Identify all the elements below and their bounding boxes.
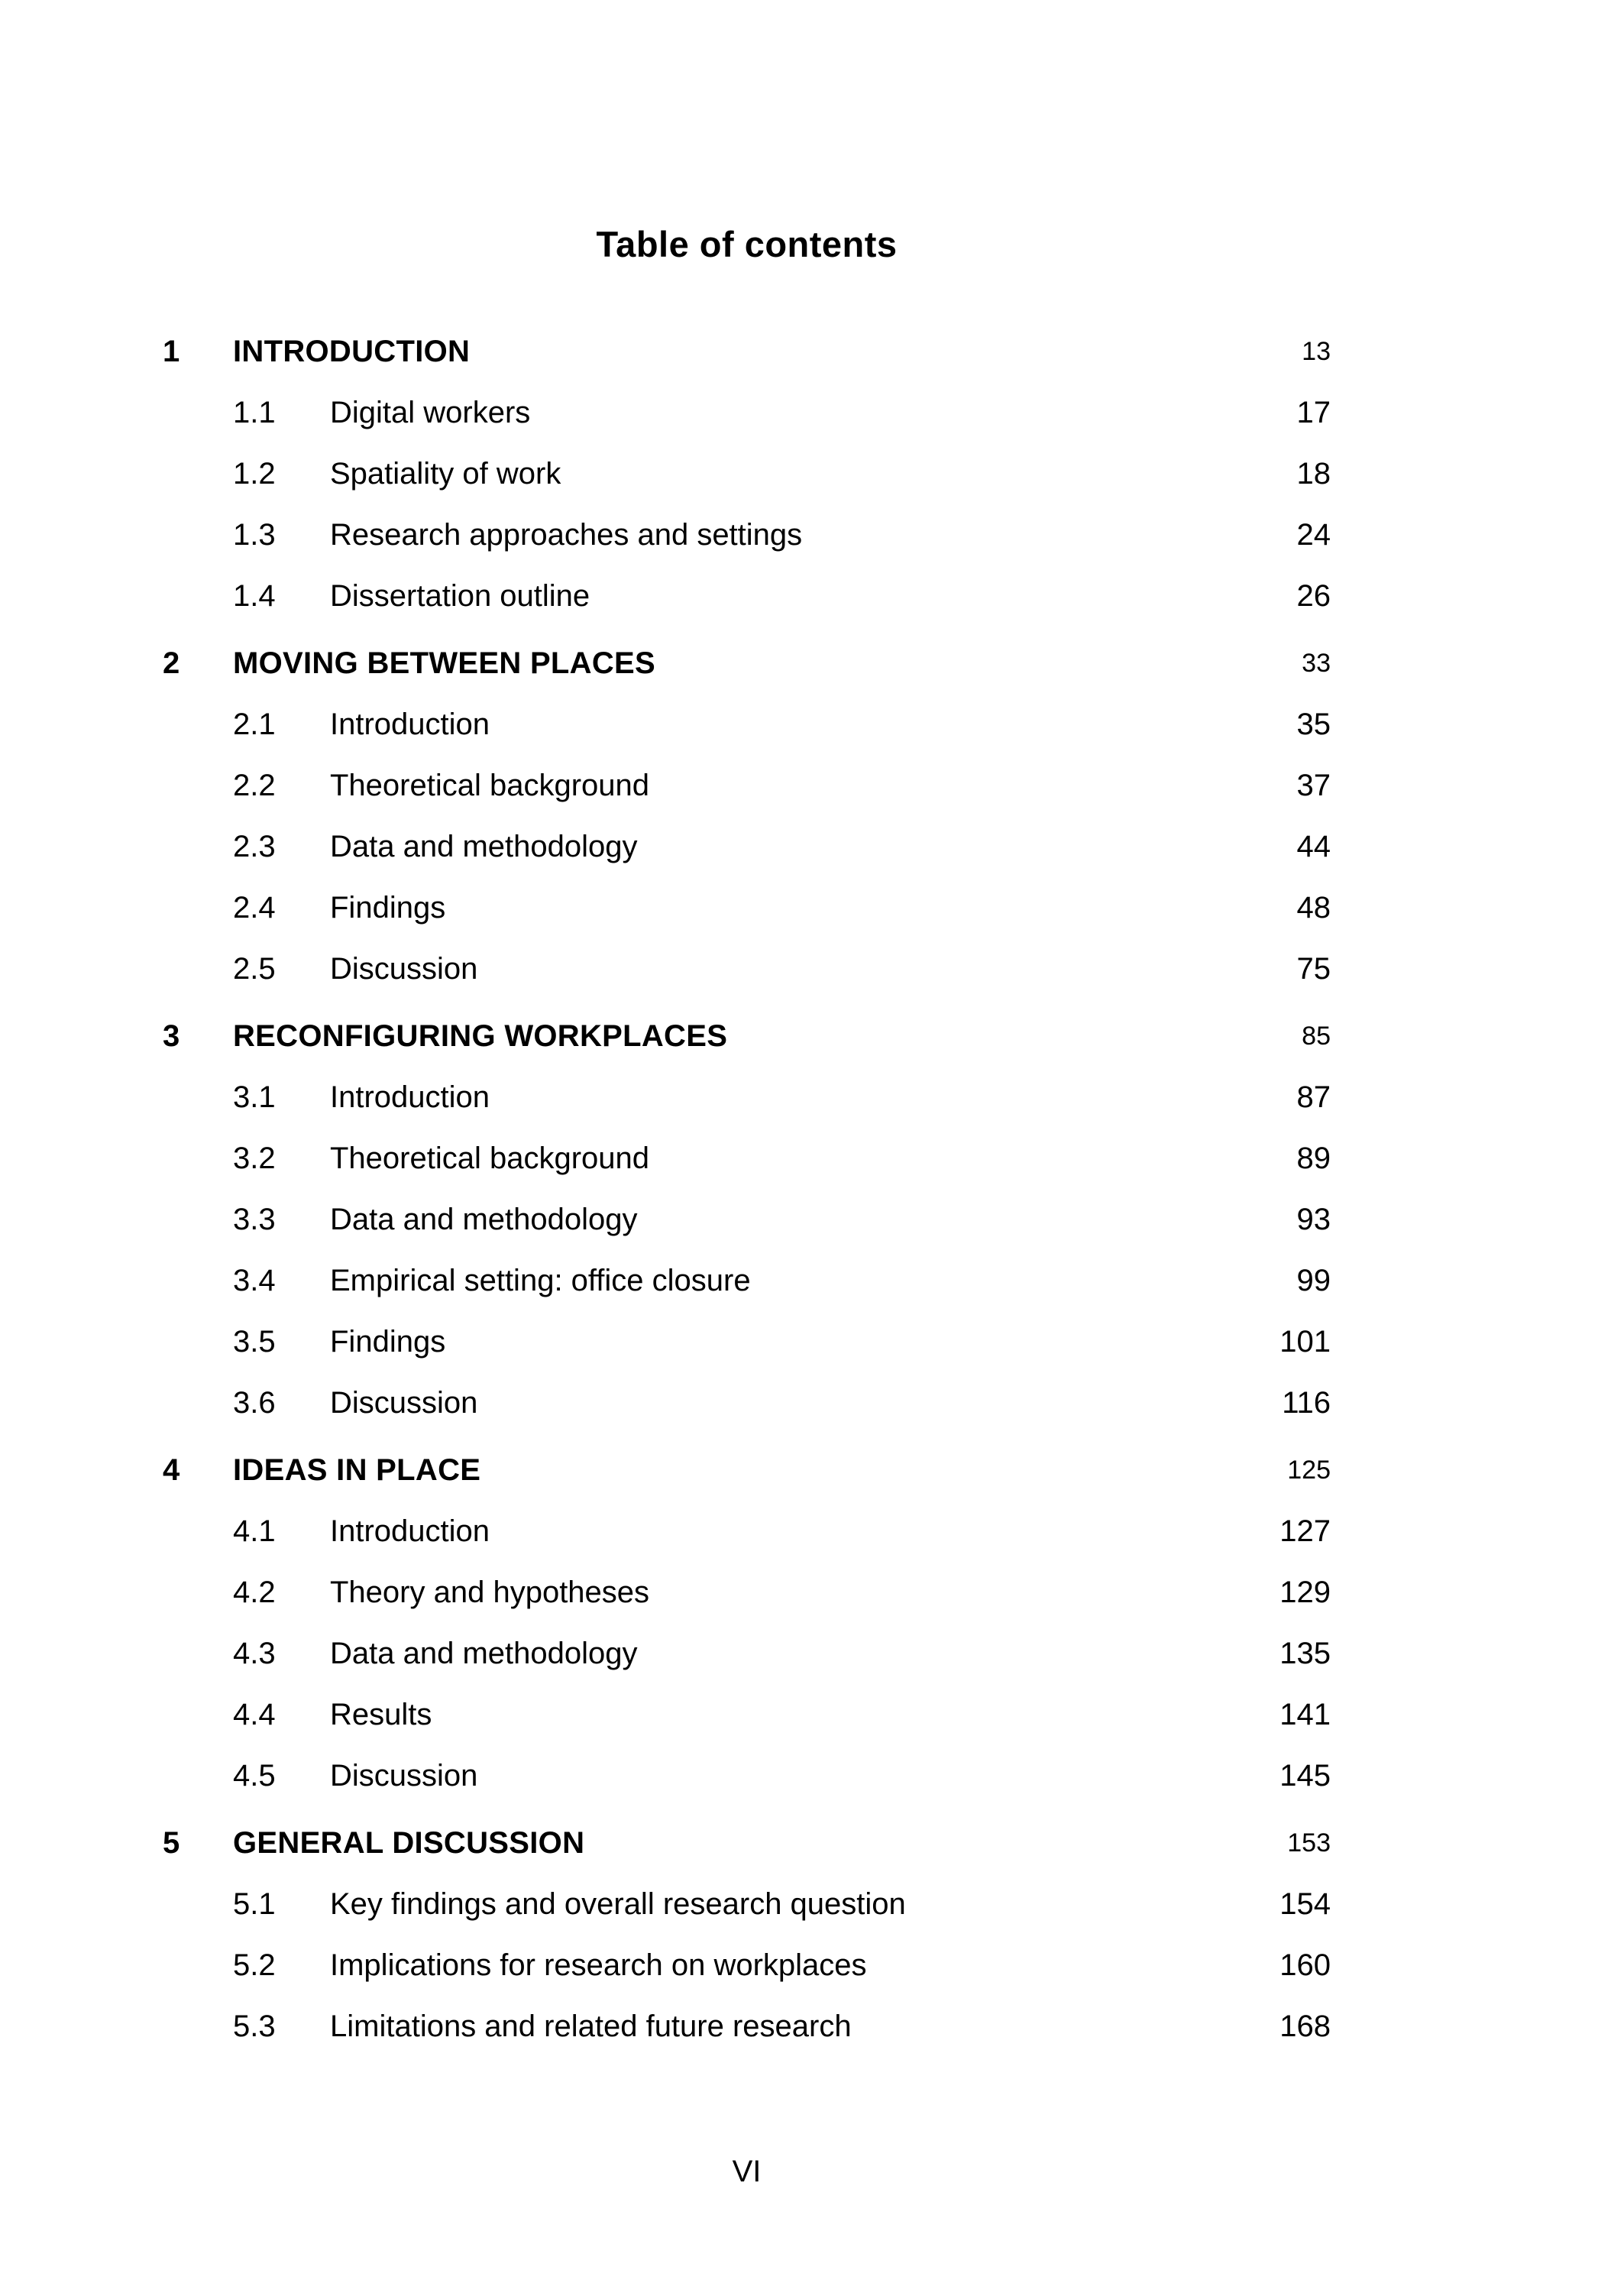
toc-section-row (163, 1874, 1331, 1935)
section-page-number: 37 (1296, 768, 1331, 802)
section-page-number: 24 (1296, 517, 1331, 552)
section-page-number: 87 (1296, 1080, 1331, 1114)
section-page-number: 145 (1279, 1758, 1331, 1793)
toc-chapter-row (163, 321, 1331, 382)
toc-section-row (163, 1250, 1331, 1311)
section-page-number: 127 (1279, 1514, 1331, 1548)
toc-section-row (163, 1311, 1331, 1372)
section-number: 1.2 (233, 456, 276, 491)
section-page-number: 160 (1279, 1948, 1331, 1982)
section-title: Research approaches and settings (330, 517, 803, 552)
toc-section-row (163, 1684, 1331, 1745)
toc-section-row (163, 382, 1331, 443)
section-title: Limitations and related future research (330, 2009, 852, 2043)
toc-section-row (163, 1128, 1331, 1189)
toc-chapter-row (163, 1440, 1331, 1501)
chapter-number: 4 (163, 1453, 180, 1487)
chapter-title: RECONFIGURING WORKPLACES (233, 1019, 728, 1053)
section-title: Data and methodology (330, 1202, 638, 1236)
section-page-number: 116 (1282, 1385, 1331, 1420)
section-title: Digital workers (330, 395, 531, 429)
chapter-number: 3 (163, 1019, 180, 1053)
section-page-number: 35 (1296, 707, 1331, 741)
section-page-number: 48 (1296, 890, 1331, 925)
section-title: Findings (330, 1324, 446, 1359)
toc-section-row (163, 816, 1331, 877)
section-number: 2.2 (233, 768, 276, 802)
section-title: Empirical setting: office closure (330, 1263, 751, 1297)
section-title: Data and methodology (330, 1636, 638, 1670)
section-title: Theoretical background (330, 768, 650, 802)
section-title: Dissertation outline (330, 578, 590, 613)
toc-section-row (163, 938, 1331, 999)
section-number: 1.1 (233, 395, 276, 429)
section-number: 5.2 (233, 1948, 276, 1982)
section-number: 3.3 (233, 1202, 276, 1236)
section-page-number: 44 (1296, 829, 1331, 863)
section-number: 4.5 (233, 1758, 276, 1793)
section-number: 4.3 (233, 1636, 276, 1670)
section-title: Discussion (330, 951, 478, 986)
toc-section-row (163, 1372, 1331, 1433)
section-page-number: 75 (1296, 951, 1331, 986)
section-number: 2.3 (233, 829, 276, 863)
section-page-number: 141 (1279, 1697, 1331, 1731)
section-title: Data and methodology (330, 829, 638, 863)
section-page-number: 154 (1279, 1887, 1331, 1921)
toc-section-row (163, 1745, 1331, 1806)
section-page-number: 101 (1279, 1324, 1331, 1359)
section-number: 2.5 (233, 951, 276, 986)
section-number: 1.3 (233, 517, 276, 552)
chapter-page-number: 33 (1302, 648, 1331, 678)
section-number: 5.3 (233, 2009, 276, 2043)
chapter-page-number: 125 (1287, 1455, 1331, 1485)
toc-chapter-row (163, 1006, 1331, 1067)
toc-section-row (163, 1189, 1331, 1250)
section-number: 4.2 (233, 1575, 276, 1609)
section-page-number: 129 (1279, 1575, 1331, 1609)
toc-section-row (163, 1562, 1331, 1623)
section-title: Discussion (330, 1758, 478, 1793)
section-page-number: 99 (1296, 1263, 1331, 1297)
toc-section-row (163, 443, 1331, 504)
toc-section-row (163, 877, 1331, 938)
section-title: Findings (330, 890, 446, 925)
section-number: 3.6 (233, 1385, 276, 1420)
chapter-number: 1 (163, 334, 180, 368)
section-title: Discussion (330, 1385, 478, 1420)
section-number: 3.4 (233, 1263, 276, 1297)
toc-chapter-row (163, 633, 1331, 694)
section-number: 2.1 (233, 707, 276, 741)
section-title: Theoretical background (330, 1141, 650, 1175)
section-page-number: 135 (1279, 1636, 1331, 1670)
section-number: 2.4 (233, 890, 276, 925)
section-number: 5.1 (233, 1887, 276, 1921)
section-title: Key findings and overall research question (330, 1887, 906, 1921)
section-page-number: 93 (1296, 1202, 1331, 1236)
section-title: Results (330, 1697, 432, 1731)
chapter-title: GENERAL DISCUSSION (233, 1825, 585, 1860)
toc-section-row (163, 1067, 1331, 1128)
page-title: Table of contents (596, 224, 898, 264)
chapter-page-number: 85 (1302, 1021, 1331, 1051)
section-number: 3.2 (233, 1141, 276, 1175)
chapter-page-number: 153 (1287, 1828, 1331, 1857)
chapter-title: IDEAS IN PLACE (233, 1453, 481, 1487)
toc-section-row (163, 1623, 1331, 1684)
section-number: 1.4 (233, 578, 276, 613)
section-number: 3.1 (233, 1080, 276, 1114)
page-number-folio: VI (732, 2155, 762, 2188)
section-title: Introduction (330, 1080, 490, 1114)
section-page-number: 168 (1279, 2009, 1331, 2043)
section-title: Theory and hypotheses (330, 1575, 650, 1609)
toc-section-row (163, 504, 1331, 565)
section-number: 4.1 (233, 1514, 276, 1548)
section-number: 3.5 (233, 1324, 276, 1359)
toc-section-row (163, 1935, 1331, 1996)
section-page-number: 17 (1296, 395, 1331, 429)
chapter-title: INTRODUCTION (233, 334, 471, 368)
toc-section-row (163, 565, 1331, 627)
toc-section-row (163, 755, 1331, 816)
toc-section-row (163, 1996, 1331, 2057)
section-page-number: 26 (1296, 578, 1331, 613)
chapter-number: 5 (163, 1825, 180, 1860)
section-page-number: 89 (1296, 1141, 1331, 1175)
section-title: Implications for research on workplaces (330, 1948, 867, 1982)
section-title: Introduction (330, 707, 490, 741)
toc-section-row (163, 1501, 1331, 1562)
section-page-number: 18 (1296, 456, 1331, 491)
toc-section-row (163, 694, 1331, 755)
chapter-title: MOVING BETWEEN PLACES (233, 646, 655, 680)
section-title: Introduction (330, 1514, 490, 1548)
section-title: Spatiality of work (330, 456, 561, 491)
chapter-number: 2 (163, 646, 180, 680)
section-number: 4.4 (233, 1697, 276, 1731)
toc-chapter-row (163, 1812, 1331, 1874)
table-of-contents (163, 321, 1331, 2057)
chapter-page-number: 13 (1302, 336, 1331, 366)
